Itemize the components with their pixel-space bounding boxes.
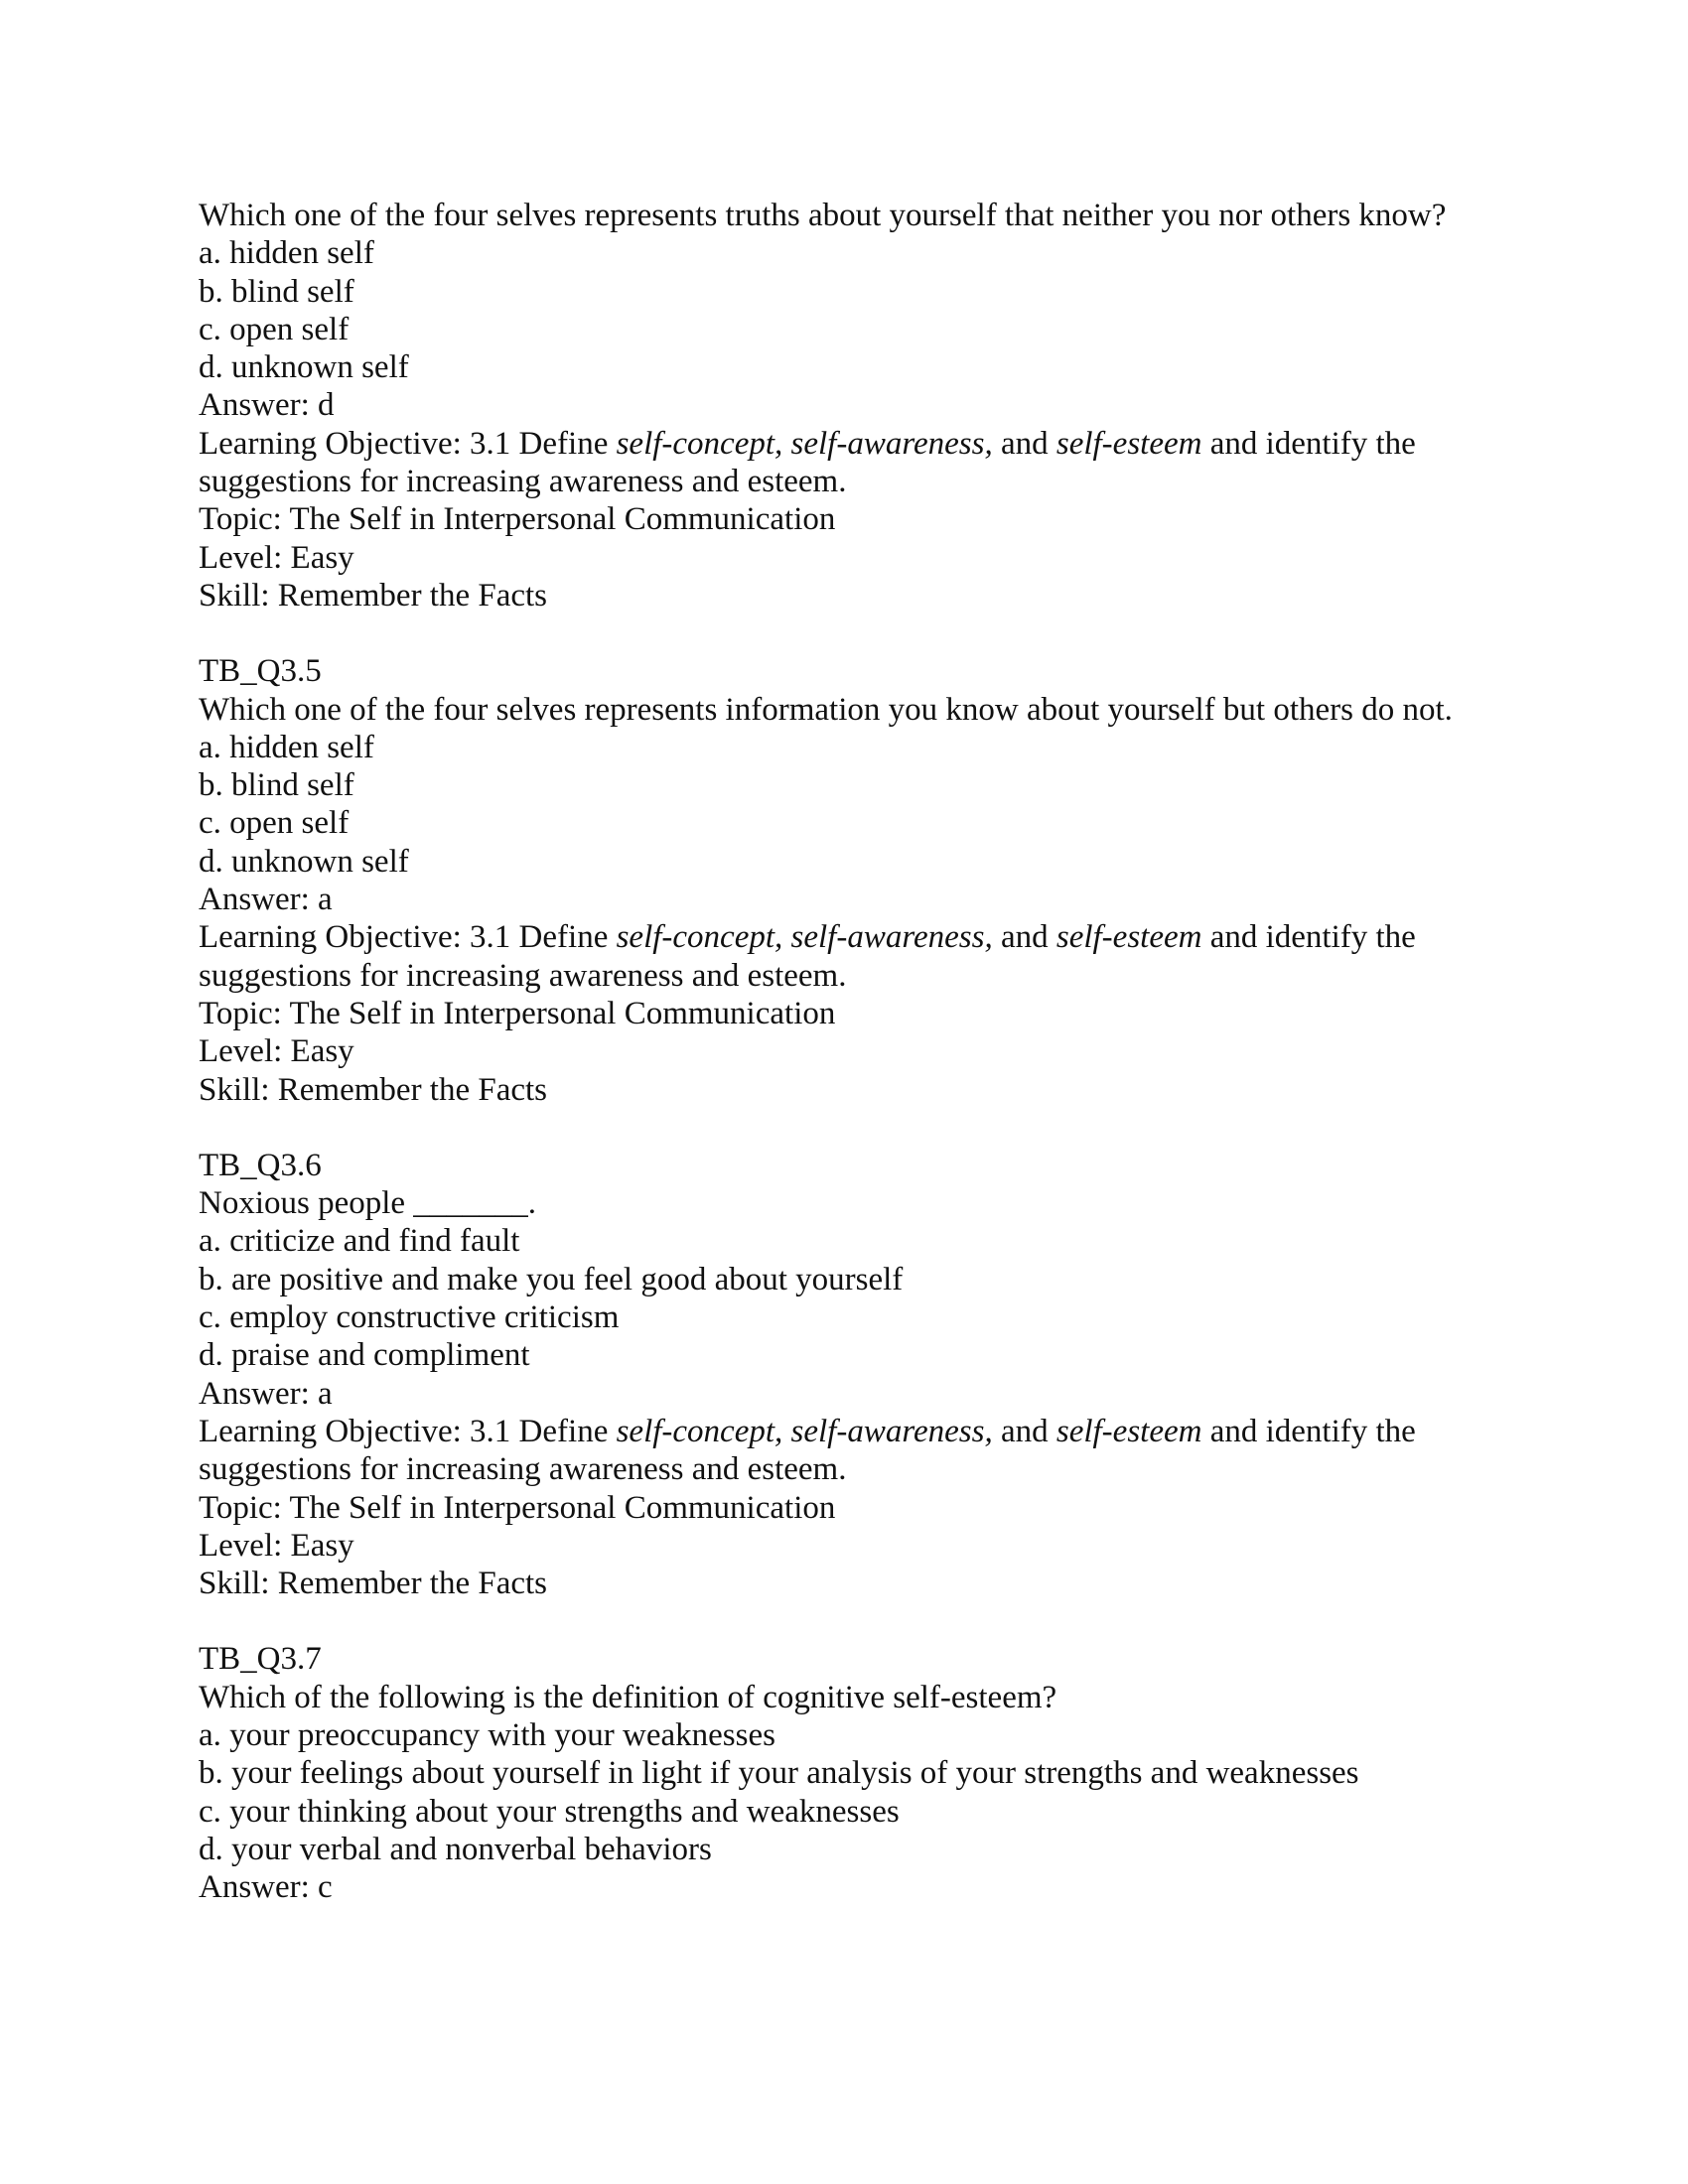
skill: Skill: Remember the Facts: [199, 1071, 548, 1108]
option-a: a. hidden self: [199, 235, 374, 272]
option-c: c. open self: [199, 805, 350, 842]
level: Level: Easy: [199, 539, 354, 576]
level: Level: Easy: [199, 1527, 354, 1564]
topic: Topic: The Self in Interpersonal Communication: [199, 1489, 836, 1526]
option-d: d. unknown self: [199, 349, 409, 386]
answer: Answer: c: [199, 1869, 333, 1906]
option-a: a. your preoccupancy with your weaknesses: [199, 1716, 775, 1753]
learning-objective: Learning Objective: 3.1 Define self-concept, self-awareness, and self-esteem and identify the: [199, 425, 1416, 462]
skill: Skill: Remember the Facts: [199, 577, 548, 614]
option-a: a. criticize and find fault: [199, 1223, 520, 1260]
answer: Answer: a: [199, 882, 333, 918]
question-id: TB_Q3.5: [199, 653, 322, 690]
option-a: a. hidden self: [199, 729, 374, 765]
question-stem: Which of the following is the definition of cognitive self-esteem?: [199, 1679, 1057, 1715]
option-b: b. blind self: [199, 273, 354, 310]
learning-objective-continued: suggestions for increasing awareness and esteem.: [199, 1451, 847, 1488]
question-block: [199, 652, 1489, 1109]
level: Level: Easy: [199, 1033, 354, 1070]
option-c: c. open self: [199, 311, 350, 347]
learning-objective-continued: suggestions for increasing awareness and esteem.: [199, 957, 847, 994]
answer: Answer: d: [199, 387, 335, 424]
question-id: TB_Q3.7: [199, 1641, 322, 1678]
option-c: c. your thinking about your strengths and weaknesses: [199, 1793, 900, 1830]
question-block: [199, 197, 1489, 614]
question-block: [199, 1147, 1489, 1603]
answer: Answer: a: [199, 1375, 333, 1412]
option-d: d. praise and compliment: [199, 1337, 530, 1374]
skill: Skill: Remember the Facts: [199, 1566, 548, 1602]
topic: Topic: The Self in Interpersonal Communication: [199, 995, 836, 1031]
question-id: TB_Q3.6: [199, 1147, 322, 1183]
option-d: d. your verbal and nonverbal behaviors: [199, 1831, 712, 1867]
question-block: [199, 1640, 1489, 1906]
learning-objective-continued: suggestions for increasing awareness and esteem.: [199, 464, 847, 500]
topic: Topic: The Self in Interpersonal Communication: [199, 501, 836, 538]
question-stem: Which one of the four selves represents information you know about yourself but others do not.: [199, 691, 1453, 728]
question-stem: Which one of the four selves represents truths about yourself that neither you nor others know?: [199, 198, 1447, 233]
option-d: d. unknown self: [199, 843, 409, 880]
learning-objective: Learning Objective: 3.1 Define self-concept, self-awareness, and self-esteem and identify the: [199, 919, 1416, 956]
option-c: c. employ constructive criticism: [199, 1299, 620, 1336]
document-page: [199, 197, 1489, 1906]
question-stem: Noxious people _______.: [199, 1185, 537, 1222]
option-b: b. blind self: [199, 767, 354, 804]
option-b: b. your feelings about yourself in light if your analysis of your strengths and weaknesses: [199, 1755, 1359, 1792]
option-b: b. are positive and make you feel good about yourself: [199, 1261, 904, 1297]
learning-objective: Learning Objective: 3.1 Define self-concept, self-awareness, and self-esteem and identify the: [199, 1413, 1416, 1449]
